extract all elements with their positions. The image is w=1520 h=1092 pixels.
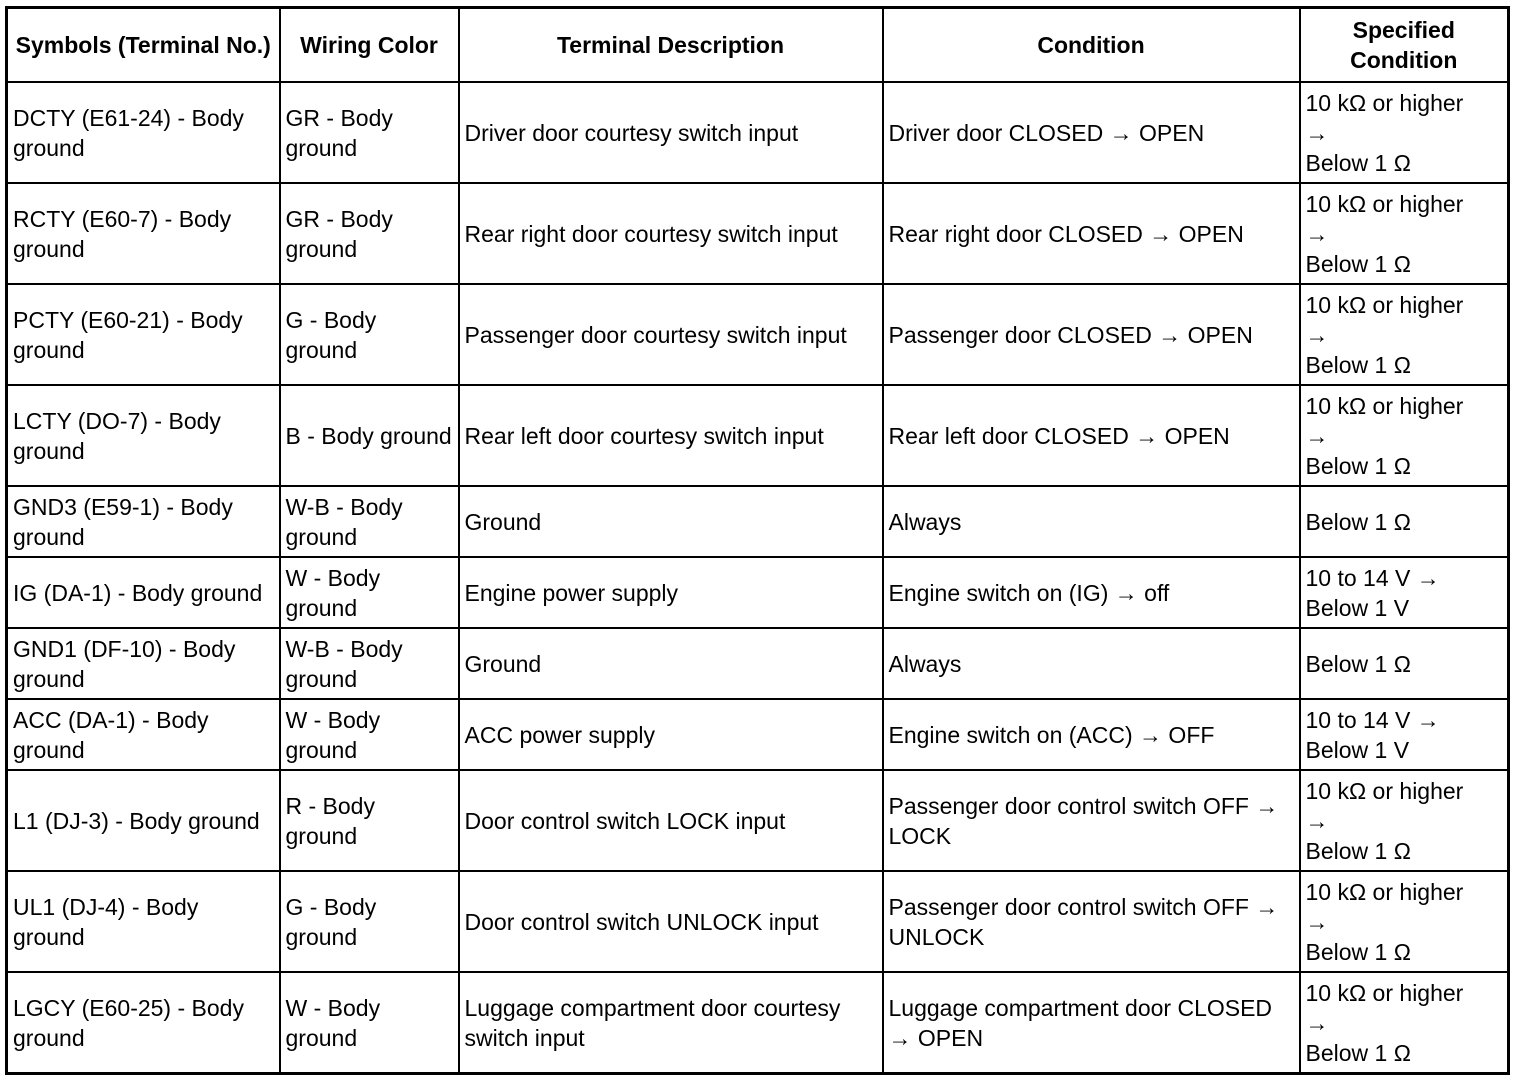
spec-line: → bbox=[1305, 908, 1329, 935]
cell-symbol: GND3 (E59-1) - Body ground bbox=[7, 486, 280, 557]
cell-symbol: GND1 (DF-10) - Body ground bbox=[7, 628, 280, 699]
cell-symbol: L1 (DJ-3) - Body ground bbox=[7, 770, 280, 871]
table-body bbox=[7, 82, 1509, 1074]
cell-condition: Engine switch on (IG) → off bbox=[883, 557, 1300, 628]
cell-condition: Passenger door control switch OFF → UNLOCK bbox=[883, 871, 1300, 972]
cell-symbol: PCTY (E60-21) - Body ground bbox=[7, 284, 280, 385]
cell-terminal-description: Ground bbox=[459, 486, 883, 557]
cell-condition: Passenger door CLOSED → OPEN bbox=[883, 284, 1300, 385]
cell-wiring-color: W - Body ground bbox=[280, 699, 459, 770]
cell-symbol: RCTY (E60-7) - Body ground bbox=[7, 183, 280, 284]
table-row bbox=[7, 183, 1509, 284]
spec-line: Below 1 Ω bbox=[1305, 1039, 1411, 1066]
cell-specified-condition bbox=[1300, 486, 1509, 557]
spec-line: Below 1 Ω bbox=[1305, 508, 1411, 535]
cell-symbol: LGCY (E60-25) - Body ground bbox=[7, 972, 280, 1074]
cell-condition: Always bbox=[883, 628, 1300, 699]
cell-wiring-color: G - Body ground bbox=[280, 284, 459, 385]
table-row bbox=[7, 82, 1509, 183]
terminal-spec-table bbox=[5, 6, 1510, 1075]
cell-wiring-color: G - Body ground bbox=[280, 871, 459, 972]
spec-line: Below 1 Ω bbox=[1305, 452, 1411, 479]
cell-specified-condition bbox=[1300, 871, 1509, 972]
table-row bbox=[7, 628, 1509, 699]
cell-terminal-description: Door control switch UNLOCK input bbox=[459, 871, 883, 972]
table-row bbox=[7, 871, 1509, 972]
cell-specified-condition bbox=[1300, 770, 1509, 871]
header-symbols: Symbols (Terminal No.) bbox=[7, 8, 280, 83]
cell-specified-condition bbox=[1300, 628, 1509, 699]
spec-line: Below 1 Ω bbox=[1305, 837, 1411, 864]
spec-line: 10 kΩ or higher bbox=[1305, 291, 1464, 318]
cell-condition: Always bbox=[883, 486, 1300, 557]
cell-wiring-color: B - Body ground bbox=[280, 385, 459, 486]
cell-condition: Rear right door CLOSED → OPEN bbox=[883, 183, 1300, 284]
cell-specified-condition bbox=[1300, 183, 1509, 284]
spec-line: Below 1 Ω bbox=[1305, 938, 1411, 965]
cell-wiring-color: GR - Body ground bbox=[280, 82, 459, 183]
cell-wiring-color: W - Body ground bbox=[280, 557, 459, 628]
table-row bbox=[7, 770, 1509, 871]
spec-line: → bbox=[1305, 119, 1329, 146]
cell-specified-condition bbox=[1300, 557, 1509, 628]
table-row bbox=[7, 557, 1509, 628]
spec-line: → bbox=[1305, 321, 1329, 348]
spec-line: 10 kΩ or higher bbox=[1305, 392, 1464, 419]
cell-wiring-color: W-B - Body ground bbox=[280, 628, 459, 699]
cell-terminal-description: Ground bbox=[459, 628, 883, 699]
spec-line: 10 kΩ or higher bbox=[1305, 777, 1464, 804]
spec-line: Below 1 Ω bbox=[1305, 250, 1411, 277]
cell-symbol: ACC (DA-1) - Body ground bbox=[7, 699, 280, 770]
cell-condition: Rear left door CLOSED → OPEN bbox=[883, 385, 1300, 486]
cell-specified-condition bbox=[1300, 82, 1509, 183]
cell-condition: Driver door CLOSED → OPEN bbox=[883, 82, 1300, 183]
spec-line: 10 kΩ or higher bbox=[1305, 190, 1464, 217]
spec-line: → bbox=[1305, 807, 1329, 834]
spec-line: 10 kΩ or higher bbox=[1305, 878, 1464, 905]
cell-symbol: LCTY (DO-7) - Body ground bbox=[7, 385, 280, 486]
table-row bbox=[7, 699, 1509, 770]
cell-terminal-description: Engine power supply bbox=[459, 557, 883, 628]
table-row bbox=[7, 486, 1509, 557]
cell-symbol: UL1 (DJ-4) - Body ground bbox=[7, 871, 280, 972]
cell-condition: Luggage compartment door CLOSED → OPEN bbox=[883, 972, 1300, 1074]
spec-line: → bbox=[1305, 1009, 1329, 1036]
spec-line: 10 to 14 V → bbox=[1305, 706, 1440, 733]
table-row bbox=[7, 284, 1509, 385]
spec-line: 10 to 14 V → bbox=[1305, 564, 1440, 591]
cell-condition: Engine switch on (ACC) → OFF bbox=[883, 699, 1300, 770]
cell-condition: Passenger door control switch OFF → LOCK bbox=[883, 770, 1300, 871]
cell-wiring-color: W - Body ground bbox=[280, 972, 459, 1074]
cell-specified-condition bbox=[1300, 699, 1509, 770]
spec-line: Below 1 Ω bbox=[1305, 650, 1411, 677]
cell-terminal-description: Rear left door courtesy switch input bbox=[459, 385, 883, 486]
cell-wiring-color: W-B - Body ground bbox=[280, 486, 459, 557]
cell-specified-condition bbox=[1300, 284, 1509, 385]
spec-line: → bbox=[1305, 422, 1329, 449]
header-row bbox=[7, 8, 1509, 83]
spec-line: Below 1 Ω bbox=[1305, 351, 1411, 378]
cell-specified-condition bbox=[1300, 972, 1509, 1074]
spec-line: Below 1 V bbox=[1305, 736, 1410, 763]
spec-line: 10 kΩ or higher bbox=[1305, 979, 1464, 1006]
cell-terminal-description: Rear right door courtesy switch input bbox=[459, 183, 883, 284]
spec-line: 10 kΩ or higher bbox=[1305, 89, 1464, 116]
cell-specified-condition bbox=[1300, 385, 1509, 486]
cell-terminal-description: Passenger door courtesy switch input bbox=[459, 284, 883, 385]
cell-symbol: IG (DA-1) - Body ground bbox=[7, 557, 280, 628]
cell-wiring-color: GR - Body ground bbox=[280, 183, 459, 284]
header-condition: Condition bbox=[883, 8, 1300, 83]
cell-symbol: DCTY (E61-24) - Body ground bbox=[7, 82, 280, 183]
spec-line: Below 1 V bbox=[1305, 594, 1410, 621]
table-row bbox=[7, 972, 1509, 1074]
table-row bbox=[7, 385, 1509, 486]
header-wiring-color: Wiring Color bbox=[280, 8, 459, 83]
cell-terminal-description: Door control switch LOCK input bbox=[459, 770, 883, 871]
spec-line: Below 1 Ω bbox=[1305, 149, 1411, 176]
cell-wiring-color: R - Body ground bbox=[280, 770, 459, 871]
cell-terminal-description: Driver door courtesy switch input bbox=[459, 82, 883, 183]
cell-terminal-description: ACC power supply bbox=[459, 699, 883, 770]
header-terminal-description: Terminal Description bbox=[459, 8, 883, 83]
spec-line: → bbox=[1305, 220, 1329, 247]
cell-terminal-description: Luggage compartment door courtesy switch input bbox=[459, 972, 883, 1074]
header-specified-condition: Specified Condition bbox=[1300, 8, 1509, 83]
